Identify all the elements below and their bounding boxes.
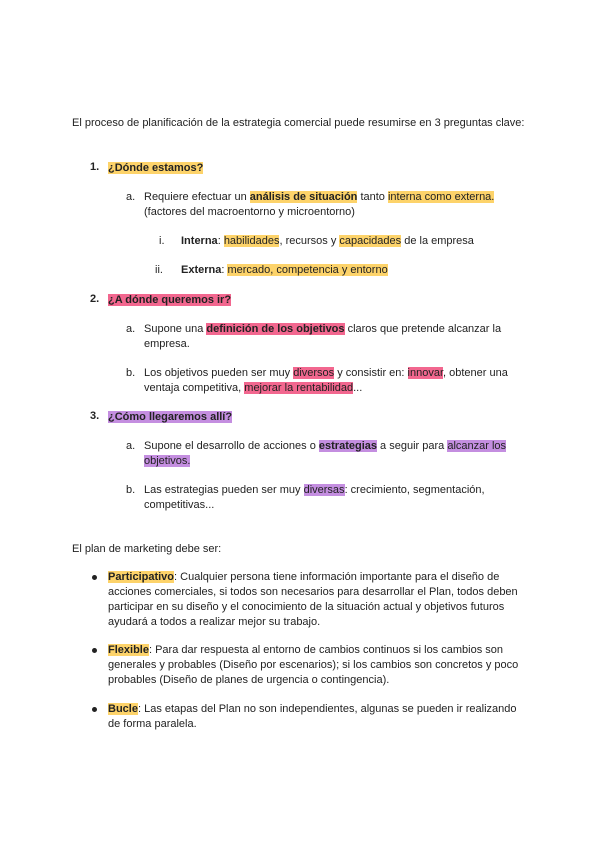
q2-b-text-2: y consistir en: bbox=[334, 367, 408, 379]
q2-a-text: Supone una bbox=[144, 323, 207, 335]
bullet-icon bbox=[92, 575, 97, 580]
q2-a-marker: a. bbox=[126, 323, 136, 335]
intro-paragraph bbox=[72, 116, 532, 131]
q3-title-text: ¿Cómo llegaremos allí? bbox=[108, 411, 233, 423]
q2-b-highlight-innovar: innovar bbox=[407, 367, 444, 379]
q2-title bbox=[108, 293, 231, 308]
plan-bullet-participativo bbox=[108, 570, 538, 630]
q2-b-text-3: , obtener una bbox=[443, 367, 508, 379]
q2-a-highlight-definicion: definición de los objetivos bbox=[206, 323, 345, 335]
q2-b-item bbox=[144, 366, 524, 396]
q3-a-text: Supone el desarrollo de acciones o bbox=[144, 440, 319, 452]
q2-number: 2. bbox=[90, 293, 100, 305]
plan-b2-term: Flexible bbox=[108, 644, 149, 656]
q3-number: 3. bbox=[90, 410, 100, 422]
q1-a-text: Requiere efectuar un bbox=[144, 191, 250, 203]
q3-a-text-2: a seguir para bbox=[377, 440, 448, 452]
q3-b-text: Las estrategias pueden ser muy bbox=[144, 484, 304, 496]
q1-i-marker: i. bbox=[159, 235, 165, 247]
q3-a-highlight-objetivos: objetivos. bbox=[144, 455, 191, 467]
plan-bullet-flexible bbox=[108, 643, 538, 688]
q1-ii-colon: : bbox=[221, 264, 228, 276]
q1-number: 1. bbox=[90, 161, 100, 173]
q3-b-line2: competitivas... bbox=[144, 499, 215, 511]
plan-b1-line2: acciones comerciales, si todos son necesarios para desarrollar el Plan, todos deben bbox=[108, 586, 518, 598]
q2-a-text-2: claros que pretende alcanzar la bbox=[344, 323, 502, 335]
q3-a-marker: a. bbox=[126, 440, 136, 452]
q1-i-item bbox=[181, 234, 474, 249]
plan-b2-line1: : Para dar respuesta al entorno de cambios continuos si los cambios son bbox=[148, 644, 503, 656]
q3-b-text-2: : crecimiento, segmentación, bbox=[344, 484, 485, 496]
q1-i-colon: : bbox=[217, 235, 224, 247]
q1-ii-marker: ii. bbox=[155, 264, 163, 276]
plan-b3-line1: : Las etapas del Plan no son independientes, algunas se pueden ir realizando bbox=[137, 703, 517, 715]
q2-b-text-5: ... bbox=[353, 382, 363, 394]
q2-b-text-4: ventaja competitiva, bbox=[144, 382, 245, 394]
q2-a-line2: empresa. bbox=[144, 338, 190, 350]
q2-title-text: ¿A dónde queremos ir? bbox=[108, 294, 232, 306]
q3-a-highlight-alcanzar: alcanzar los bbox=[447, 440, 507, 452]
q3-b-item bbox=[144, 483, 524, 513]
q1-title bbox=[108, 161, 203, 176]
plan-b1-term: Participativo bbox=[108, 571, 175, 583]
q1-ii-highlight-mercado: mercado, competencia y entorno bbox=[227, 264, 388, 276]
bullet-icon bbox=[92, 707, 97, 712]
plan-bullet-bucle bbox=[108, 702, 538, 732]
q1-ii-term: Externa bbox=[181, 264, 222, 276]
plan-b1-line1: : Cualquier persona tiene información importante para el diseño de bbox=[174, 571, 500, 583]
plan-b2-line2: generales y probables (Diseño por escenarios); si los cambios son concretos y poco bbox=[108, 659, 519, 671]
q1-a-text-2: tanto bbox=[357, 191, 388, 203]
bullet-icon bbox=[92, 648, 97, 653]
plan-b3-line2: de forma paralela. bbox=[108, 718, 197, 730]
intro-text: El proceso de planificación de la estrategia comercial puede resumirse en 3 preguntas clave: bbox=[72, 117, 525, 129]
q1-a-marker: a. bbox=[126, 191, 136, 203]
q2-a-item bbox=[144, 322, 524, 352]
q1-a-highlight-interna: interna como externa. bbox=[387, 191, 495, 203]
plan-intro: El plan de marketing debe ser: bbox=[72, 543, 222, 555]
plan-b2-line3: probables (Diseño de planes de urgencia o contingencia). bbox=[108, 674, 390, 686]
q2-b-text: Los objetivos pueden ser muy bbox=[144, 367, 294, 379]
q1-i-text: , recursos y bbox=[279, 235, 340, 247]
q1-i-highlight-habilidades: habilidades bbox=[223, 235, 280, 247]
q1-title-text: ¿Dónde estamos? bbox=[108, 162, 204, 174]
q1-ii-item bbox=[181, 263, 388, 278]
q1-i-highlight-capacidades: capacidades bbox=[339, 235, 402, 247]
plan-b1-line3: participar en su diseño y el conocimiento de la situación actual y objetivos futuros bbox=[108, 601, 505, 613]
plan-b1-line4: ayudará a todos a realizar mejor su trabajo. bbox=[108, 616, 321, 628]
q1-a-item bbox=[144, 190, 524, 220]
q1-a-line2: (factores del macroentorno y microentorno) bbox=[144, 206, 355, 218]
q1-a-highlight-analisis: análisis de situación bbox=[249, 191, 358, 203]
q2-b-highlight-diversos: diversos bbox=[293, 367, 335, 379]
q3-a-item bbox=[144, 439, 524, 469]
q3-b-highlight-diversas: diversas bbox=[303, 484, 345, 496]
q1-i-text-2: de la empresa bbox=[401, 235, 474, 247]
q3-a-highlight-estrategias: estrategias bbox=[318, 440, 377, 452]
q1-i-term: Interna bbox=[181, 235, 218, 247]
plan-b3-term: Bucle bbox=[108, 703, 138, 715]
q2-b-highlight-rentabilidad: mejorar la rentabilidad bbox=[244, 382, 354, 394]
q3-b-marker: b. bbox=[126, 484, 136, 496]
q3-title bbox=[108, 410, 232, 425]
q2-b-marker: b. bbox=[126, 367, 136, 379]
